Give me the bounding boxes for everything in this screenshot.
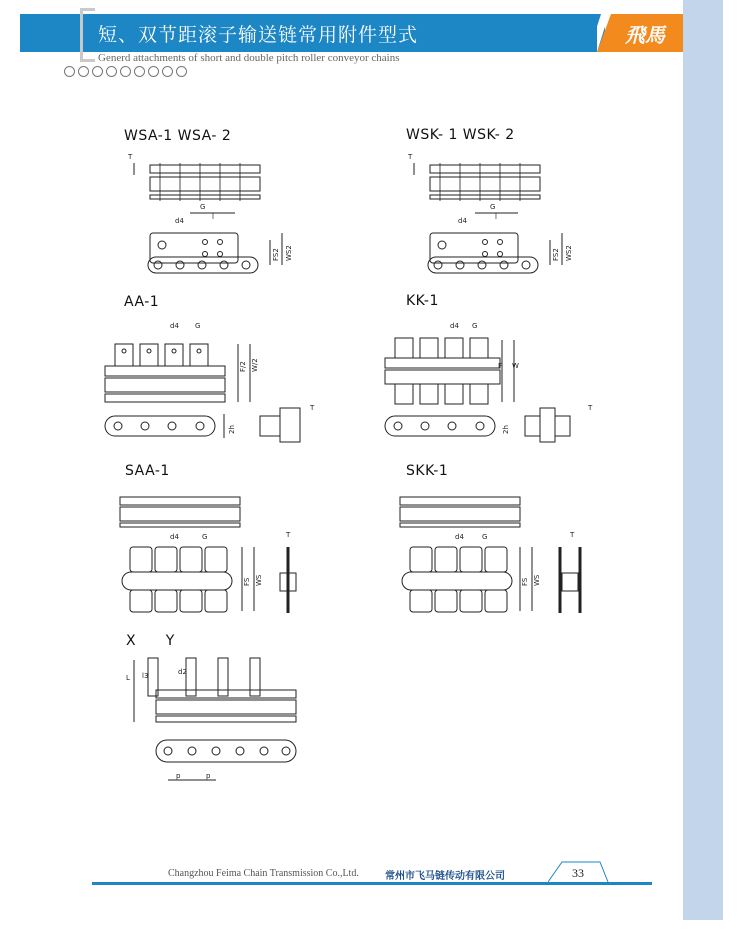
dot-icon [134, 66, 145, 77]
dot-icon [106, 66, 117, 77]
drawing-wsa [120, 145, 310, 285]
dim-g: G [200, 203, 206, 211]
label-kk: KK-1 [406, 293, 439, 309]
dim-g: G [482, 533, 488, 541]
dim-ws2: WS2 [285, 245, 293, 261]
dim-p: p [176, 772, 181, 780]
label-aa: AA-1 [124, 294, 160, 310]
dim-p: p [206, 772, 211, 780]
dim-t: T [570, 531, 575, 539]
dim-fs: FS [243, 577, 251, 586]
dot-icon [64, 66, 75, 77]
decorative-dots [64, 66, 187, 77]
dim-t: T [310, 404, 315, 412]
drawing-wsk [400, 145, 590, 285]
footer-rule [92, 882, 652, 885]
page-subtitle: Generd attachments of short and double pitch roller conveyor chains [98, 52, 400, 64]
brand-badge [597, 14, 683, 52]
drawing-aa [100, 318, 330, 458]
footer-company-en: Changzhou Feima Chain Transmission Co.,Ltd. [168, 868, 359, 879]
dim-l3: l3 [142, 672, 149, 680]
dim-t: T [128, 153, 133, 161]
label-skk: SKK-1 [406, 463, 449, 479]
dim-g: G [202, 533, 208, 541]
label-wsk: WSK- 1 WSK- 2 [406, 127, 515, 143]
dim-2h: 2h [502, 425, 510, 434]
dim-fs2: FS2 [552, 248, 560, 261]
dim-d4: d4 [170, 322, 179, 330]
dim-2h: 2h [228, 425, 236, 434]
dim-d4: d4 [450, 322, 459, 330]
dim-f2: F/2 [239, 361, 247, 372]
dim-d4: d4 [458, 217, 467, 225]
dot-icon [162, 66, 173, 77]
dim-fs: FS [521, 577, 529, 586]
dim-w: W [512, 362, 519, 370]
dot-icon [148, 66, 159, 77]
dim-l: l [495, 213, 497, 221]
dim-L: L [126, 674, 130, 682]
page-number: 33 [572, 866, 584, 880]
dim-d4: d4 [175, 217, 184, 225]
drawing-skk [390, 485, 610, 620]
dim-t: T [408, 153, 413, 161]
dim-ws: WS [533, 574, 541, 586]
side-strip [683, 0, 723, 920]
dim-t: T [286, 531, 291, 539]
page-title: 短、双节距滚子输送链常用附件型式 [98, 24, 419, 46]
drawing-kk [380, 318, 610, 458]
label-wsa: WSA-1 WSA- 2 [124, 128, 232, 144]
footer-company-cn: 常州市飞马链传动有限公司 [385, 871, 505, 882]
dim-d4: d4 [455, 533, 464, 541]
dot-icon [120, 66, 131, 77]
dim-g: G [195, 322, 201, 330]
header-bar [20, 14, 605, 52]
dim-fs2: FS2 [272, 248, 280, 261]
dot-icon [78, 66, 89, 77]
label-saa: SAA-1 [125, 463, 170, 479]
dim-ws: WS [255, 574, 263, 586]
dim-t: T [588, 404, 593, 412]
dim-g: G [490, 203, 496, 211]
title-bracket [80, 8, 95, 62]
drawing-saa [110, 485, 320, 620]
dim-d2: d2 [178, 668, 187, 676]
dim-d4: d4 [170, 533, 179, 541]
dot-icon [176, 66, 187, 77]
dot-icon [92, 66, 103, 77]
dim-g: G [472, 322, 478, 330]
brand-logo: 飛馬 [625, 23, 665, 47]
dim-ws2: WS2 [565, 245, 573, 261]
drawing-xy [120, 650, 320, 790]
label-xy: X Y [126, 633, 175, 649]
dim-f: F [498, 362, 503, 370]
dim-w2: W/2 [251, 358, 259, 372]
dim-l: l [212, 213, 214, 221]
